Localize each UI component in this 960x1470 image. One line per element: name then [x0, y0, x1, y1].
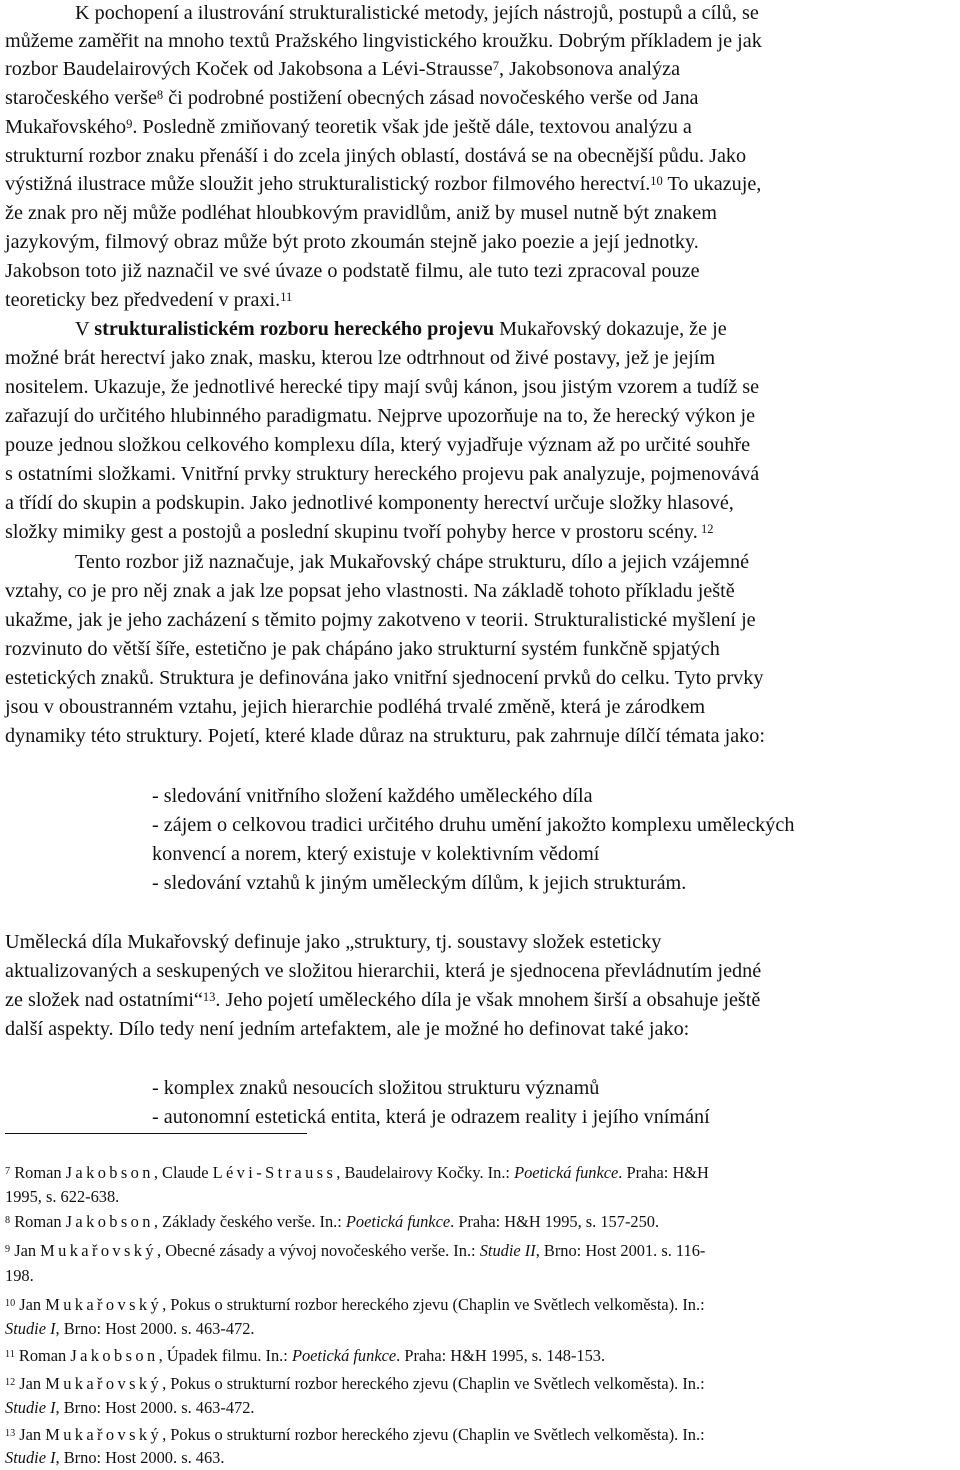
paragraph-1-line-11 [5, 287, 292, 313]
author-surname: Mukařovský [40, 1241, 157, 1260]
footnote-12 [5, 1373, 705, 1395]
text: Roman [18, 1346, 71, 1365]
text: , Brno: Host 2000. s. 463-472. [55, 1319, 255, 1338]
text: V [75, 318, 95, 340]
work-title: Poetická funkce [345, 1212, 451, 1231]
paragraph-4-line-4: další aspekty. Dílo tedy není jedním artefaktem, ale je možné ho definovat také jako: [5, 1018, 690, 1040]
paragraph-1-line-10: Jakobson toto již naznačil ve své úvaze o podstatě filmu, ale tuto tezi zpracoval pouze [5, 260, 700, 282]
text: Mukařovský dokazuje, že je [494, 318, 727, 340]
text: , Úpadek filmu. In.: [158, 1346, 292, 1365]
paragraph-2-line-3: nositelem. Ukazuje, že jednotlivé herecké tipy mají svůj kánon, jsou jistým vzorem a tudíž se [5, 376, 760, 398]
text: , Pokus o strukturní rozbor hereckého zjevu (Chaplin ve Světlech velkoměsta). In.: [162, 1374, 705, 1393]
text: Jan [19, 1295, 46, 1314]
footnote-11 [5, 1345, 605, 1367]
paragraph-1-line-3 [5, 56, 680, 82]
text: staročeského verše [5, 87, 157, 109]
footnote-10 [5, 1294, 705, 1316]
footnote-ref-9: 9 [126, 117, 133, 131]
text: ze složek nad ostatními“ [5, 989, 203, 1011]
author-surname: Jakobson [65, 1212, 154, 1231]
text: složky mimiky gest a postojů a poslední skupinu tvoří pohyby herce v prostoru scény. [5, 521, 698, 543]
author-surname: Jakobson [70, 1346, 159, 1365]
text: Mukařovského [5, 116, 127, 138]
author-surname: Mukařovský [45, 1425, 163, 1444]
footnote-number: 10 [5, 1297, 16, 1309]
paragraph-3-line-2: vztahy, co je pro něj znak a jak lze popsat jeho vlastnosti. Na základě tohoto příkladu ještě [5, 580, 735, 602]
footnote-12-cont [5, 1397, 255, 1419]
work-title: Studie I [5, 1319, 56, 1338]
text: , Pokus o strukturní rozbor hereckého zjevu (Chaplin ve Světlech velkoměsta). In.: [162, 1295, 705, 1314]
footnote-ref-12: 12 [697, 522, 714, 536]
text: teoreticky bez předvedení v praxi. [5, 289, 281, 311]
work-title: Poetická funkce [291, 1346, 397, 1365]
text: , Pokus o strukturní rozbor hereckého zjevu (Chaplin ve Světlech velkoměsta). In.: [162, 1425, 705, 1444]
author-surname: Mukařovský [45, 1295, 163, 1314]
text: Jan [19, 1425, 46, 1444]
author-surname: Mukařovský [45, 1374, 163, 1393]
paragraph-1-line-9: jazykovým, filmový obraz může být proto zkoumán stejně jako poezie a její jednotky. [5, 231, 699, 253]
paragraph-2-line-1 [75, 316, 727, 342]
footnote-9-cont: 198. [5, 1266, 34, 1285]
footnote-number: 7 [5, 1165, 11, 1177]
footnote-9 [5, 1240, 705, 1262]
footnote-13 [5, 1424, 705, 1446]
list-1-item-1: - sledování vnitřního složení každého uměleckého díla [152, 785, 593, 807]
paragraph-1-line-5 [5, 114, 692, 140]
footnote-10-cont [5, 1318, 255, 1340]
list-1-item-2-cont: konvencí a norem, který existuje v kolektivním vědomí [152, 843, 600, 865]
paragraph-1-line-1: K pochopení a ilustrování strukturalistické metody, jejích nástrojů, postupů a cílů, se [75, 2, 759, 24]
footnote-number: 13 [5, 1427, 16, 1439]
work-title: Poetická funkce [514, 1163, 619, 1182]
text: . Praha: H&H 1995, s. 148-153. [396, 1346, 606, 1365]
paragraph-3-line-1: Tento rozbor již naznačuje, jak Mukařovský chápe strukturu, dílo a jejich vzájemné [75, 551, 750, 573]
footnote-number: 9 [5, 1243, 11, 1255]
text: výstižná ilustrace může sloužit jeho strukturalistický rozbor filmového herectví. [5, 173, 651, 195]
footnote-number: 8 [5, 1214, 11, 1226]
paragraph-3-line-4: rozvinuto do větší šíře, estetično je pak chápáno jako strukturní systém funkčně spjatých [5, 638, 720, 660]
text: Roman [14, 1163, 66, 1182]
footnote-ref-11: 11 [280, 290, 293, 304]
text: . Praha: H&H [618, 1163, 709, 1182]
text: . Praha: H&H 1995, s. 157-250. [450, 1212, 660, 1231]
text: . Posledně zmiňovaný teoretik však jde ještě dále, textovou analýzu a [132, 116, 692, 138]
footnote-ref-8: 8 [156, 88, 164, 102]
footnote-ref-13: 13 [202, 990, 216, 1004]
text: , Základy českého verše. In.: [153, 1212, 346, 1231]
text: či podrobné postižení obecných zásad novočeského verše od Jana [163, 87, 699, 109]
author-surname: Jakobson [65, 1163, 154, 1182]
text: , Jakobsonova analýza [498, 58, 681, 80]
text: , Obecné zásady a vývoj novočeského verše. In.: [157, 1241, 480, 1260]
paragraph-4-line-2: aktualizovaných a seskupených ve složitou hierarchii, která je sjednocena převládnutím jedné [5, 960, 762, 982]
text: , Brno: Host 2000. s. 463-472. [55, 1398, 255, 1417]
text: Jan [14, 1241, 41, 1260]
paragraph-2-line-4: zařazují do určitého hlubinného paradigmatu. Nejprve upozorňuje na to, že herecký výkon je [5, 405, 756, 427]
text: To ukazuje, [662, 173, 762, 195]
paragraph-2-line-8 [5, 519, 713, 545]
paragraph-2-line-5: pouze jednou složkou celkového komplexu díla, který vyjadřuje význam až po určité souhře [5, 434, 751, 456]
work-title: Studie I [5, 1448, 56, 1467]
text: , Claude [153, 1163, 213, 1182]
text: rozbor Baudelairových Koček od Jakobsona a Lévi-Strausse [5, 58, 493, 80]
paragraph-2-line-2: možné brát herectví jako znak, masku, kterou lze odtrhnout od živé postavy, jež je jejím [5, 347, 716, 369]
paragraph-4-line-1: Umělecká díla Mukařovský definuje jako „struktury, tj. soustavy složek esteticky [5, 931, 662, 953]
text: , Brno: Host 2001. s. 116- [535, 1241, 706, 1260]
paragraph-1-line-8: že znak pro něj může podléhat hloubkovým pravidlům, aniž by musel nutně být znakem [5, 202, 717, 224]
text: , Brno: Host 2000. s. 463. [55, 1448, 225, 1467]
text: , Baudelairovy Kočky. In.: [336, 1163, 515, 1182]
paragraph-2-line-7: a třídí do skupin a podskupin. Jako jednotlivé komponenty herectví určuje složky hlasové, [5, 492, 734, 514]
paragraph-3-line-6: jsou v oboustranném vztahu, jejich hierarchie podléhá trvalé změně, která je zárodkem [5, 696, 706, 718]
footnote-ref-10: 10 [650, 174, 663, 188]
paragraph-1-line-6: strukturní rozbor znaku přenáší i do zcela jiných oblastí, dostává se na obecnější půdu. Jako [5, 145, 747, 167]
work-title: Studie I [5, 1398, 56, 1417]
text: . Jeho pojetí uměleckého díla je však mnohem širší a obsahuje ještě [215, 989, 761, 1011]
paragraph-1-line-7 [5, 171, 761, 197]
list-2-item-1: - komplex znaků nesoucích složitou strukturu významů [152, 1077, 600, 1099]
paragraph-3-line-7: dynamiky této struktury. Pojetí, které klade důraz na strukturu, pak zahrnuje dílčí témata jako: [5, 725, 765, 747]
paragraph-3-line-5: estetických znaků. Struktura je definována jako vnitřní sjednocení prvků do celku. Tyto prvky [5, 667, 764, 689]
paragraph-4-line-3 [5, 987, 760, 1013]
work-title: Studie II [479, 1241, 536, 1260]
footnote-number: 11 [5, 1348, 15, 1360]
text: Jan [19, 1374, 46, 1393]
paragraph-1-line-4 [5, 85, 699, 111]
list-1-item-2: - zájem o celkovou tradici určitého druhu umění jakožto komplexu uměleckých [152, 814, 795, 836]
bold-phrase: strukturalistickém rozboru hereckého projevu [94, 318, 495, 340]
footnote-7-cont: 1995, s. 622-638. [5, 1187, 120, 1206]
footnote-7 [5, 1162, 709, 1184]
footnote-number: 12 [5, 1376, 16, 1388]
paragraph-1-line-2: můžeme zaměřit na mnoho textů Pražského lingvistického kroužku. Dobrým příkladem je jak [5, 30, 762, 52]
list-1-item-3: - sledování vztahů k jiným uměleckým dílům, k jejich strukturám. [152, 872, 687, 894]
list-2-item-2: - autonomní estetická entita, která je odrazem reality i jejího vnímání [152, 1106, 710, 1128]
paragraph-3-line-3: ukažme, jak je jeho zacházení s těmito pojmy zakotveno v teorii. Strukturalistické myšlení je [5, 609, 756, 631]
footnote-separator [5, 1133, 307, 1134]
paragraph-2-line-6: s ostatními složkami. Vnitřní prvky struktury hereckého projevu pak analyzuje, pojmenovává [5, 463, 760, 485]
author-surname: Lévi-Strauss [212, 1163, 337, 1182]
footnote-8 [5, 1211, 659, 1233]
text: Roman [14, 1212, 66, 1231]
footnote-13-cont [5, 1447, 224, 1469]
footnote-ref-7: 7 [492, 59, 499, 73]
